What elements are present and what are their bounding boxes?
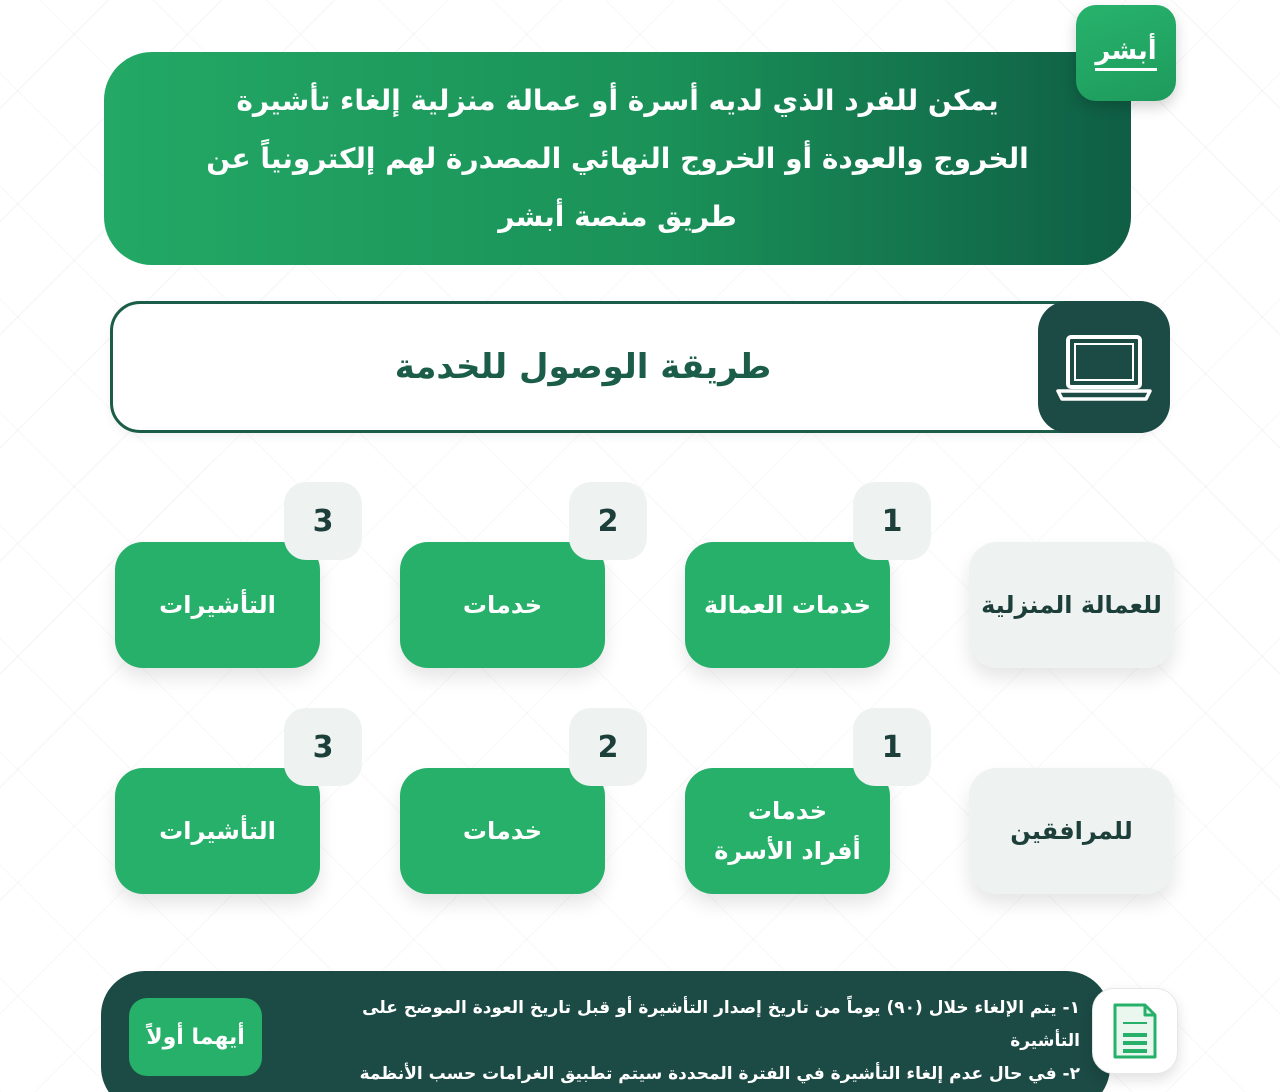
intro-line: يمكن للفرد الذي لديه أسرة أو عمالة منزلية إلغاء تأشيرة xyxy=(236,83,999,117)
absher-logo-text: أبشر xyxy=(1095,36,1156,71)
step-card-visas xyxy=(115,768,320,894)
step-label: خدمات xyxy=(462,817,543,845)
document-icon xyxy=(1111,1003,1159,1059)
intro-line: الخروج والعودة أو الخروج النهائي المصدرة لهم إلكترونياً عن xyxy=(206,141,1029,175)
step-card-services xyxy=(400,768,605,894)
step-card-services xyxy=(400,542,605,668)
note-item: ١- يتم الإلغاء خلال (٩٠) يوماً من تاريخ إصدار التأشيرة أو قبل تاريخ العودة الموضح على التأشيرة xyxy=(362,998,1080,1051)
intro-text xyxy=(206,72,1028,246)
intro-banner xyxy=(104,52,1131,265)
step-label: خدمات xyxy=(747,797,828,825)
access-title: طريقة الوصول للخدمة xyxy=(394,347,772,387)
category-dependents: للمرافقين xyxy=(969,768,1174,894)
step-card-labor-services xyxy=(685,542,890,668)
step-number-badge: 2 xyxy=(569,482,647,560)
access-title-bar xyxy=(110,301,1168,433)
whichever-first-badge: أيهما أولاً xyxy=(129,998,262,1076)
step-label-line2: أفراد الأسرة xyxy=(714,837,861,865)
laptop-icon xyxy=(1054,331,1154,403)
step-number-badge: 1 xyxy=(853,482,931,560)
step-number-badge: 3 xyxy=(284,482,362,560)
step-label: خدمات العمالة xyxy=(704,591,871,619)
step-card-family-services xyxy=(685,768,890,894)
note-item: ٢- في حال عدم إلغاء التأشيرة في الفترة المحددة سيتم تطبيق الغرامات حسب الأنظمة xyxy=(359,1064,1080,1084)
step-label: التأشيرات xyxy=(159,817,276,845)
laptop-icon-tile xyxy=(1038,301,1170,433)
notes-text xyxy=(290,992,1080,1091)
step-label: خدمات xyxy=(462,591,543,619)
category-domestic-workers: للعمالة المنزلية xyxy=(969,542,1174,668)
absher-logo xyxy=(1076,5,1176,101)
step-label: التأشيرات xyxy=(159,591,276,619)
step-number-badge: 1 xyxy=(853,708,931,786)
document-icon-tile xyxy=(1092,988,1178,1074)
step-number-badge: 3 xyxy=(284,708,362,786)
step-number-badge: 2 xyxy=(569,708,647,786)
step-card-visas xyxy=(115,542,320,668)
intro-line: طريق منصة أبشر xyxy=(498,199,737,233)
